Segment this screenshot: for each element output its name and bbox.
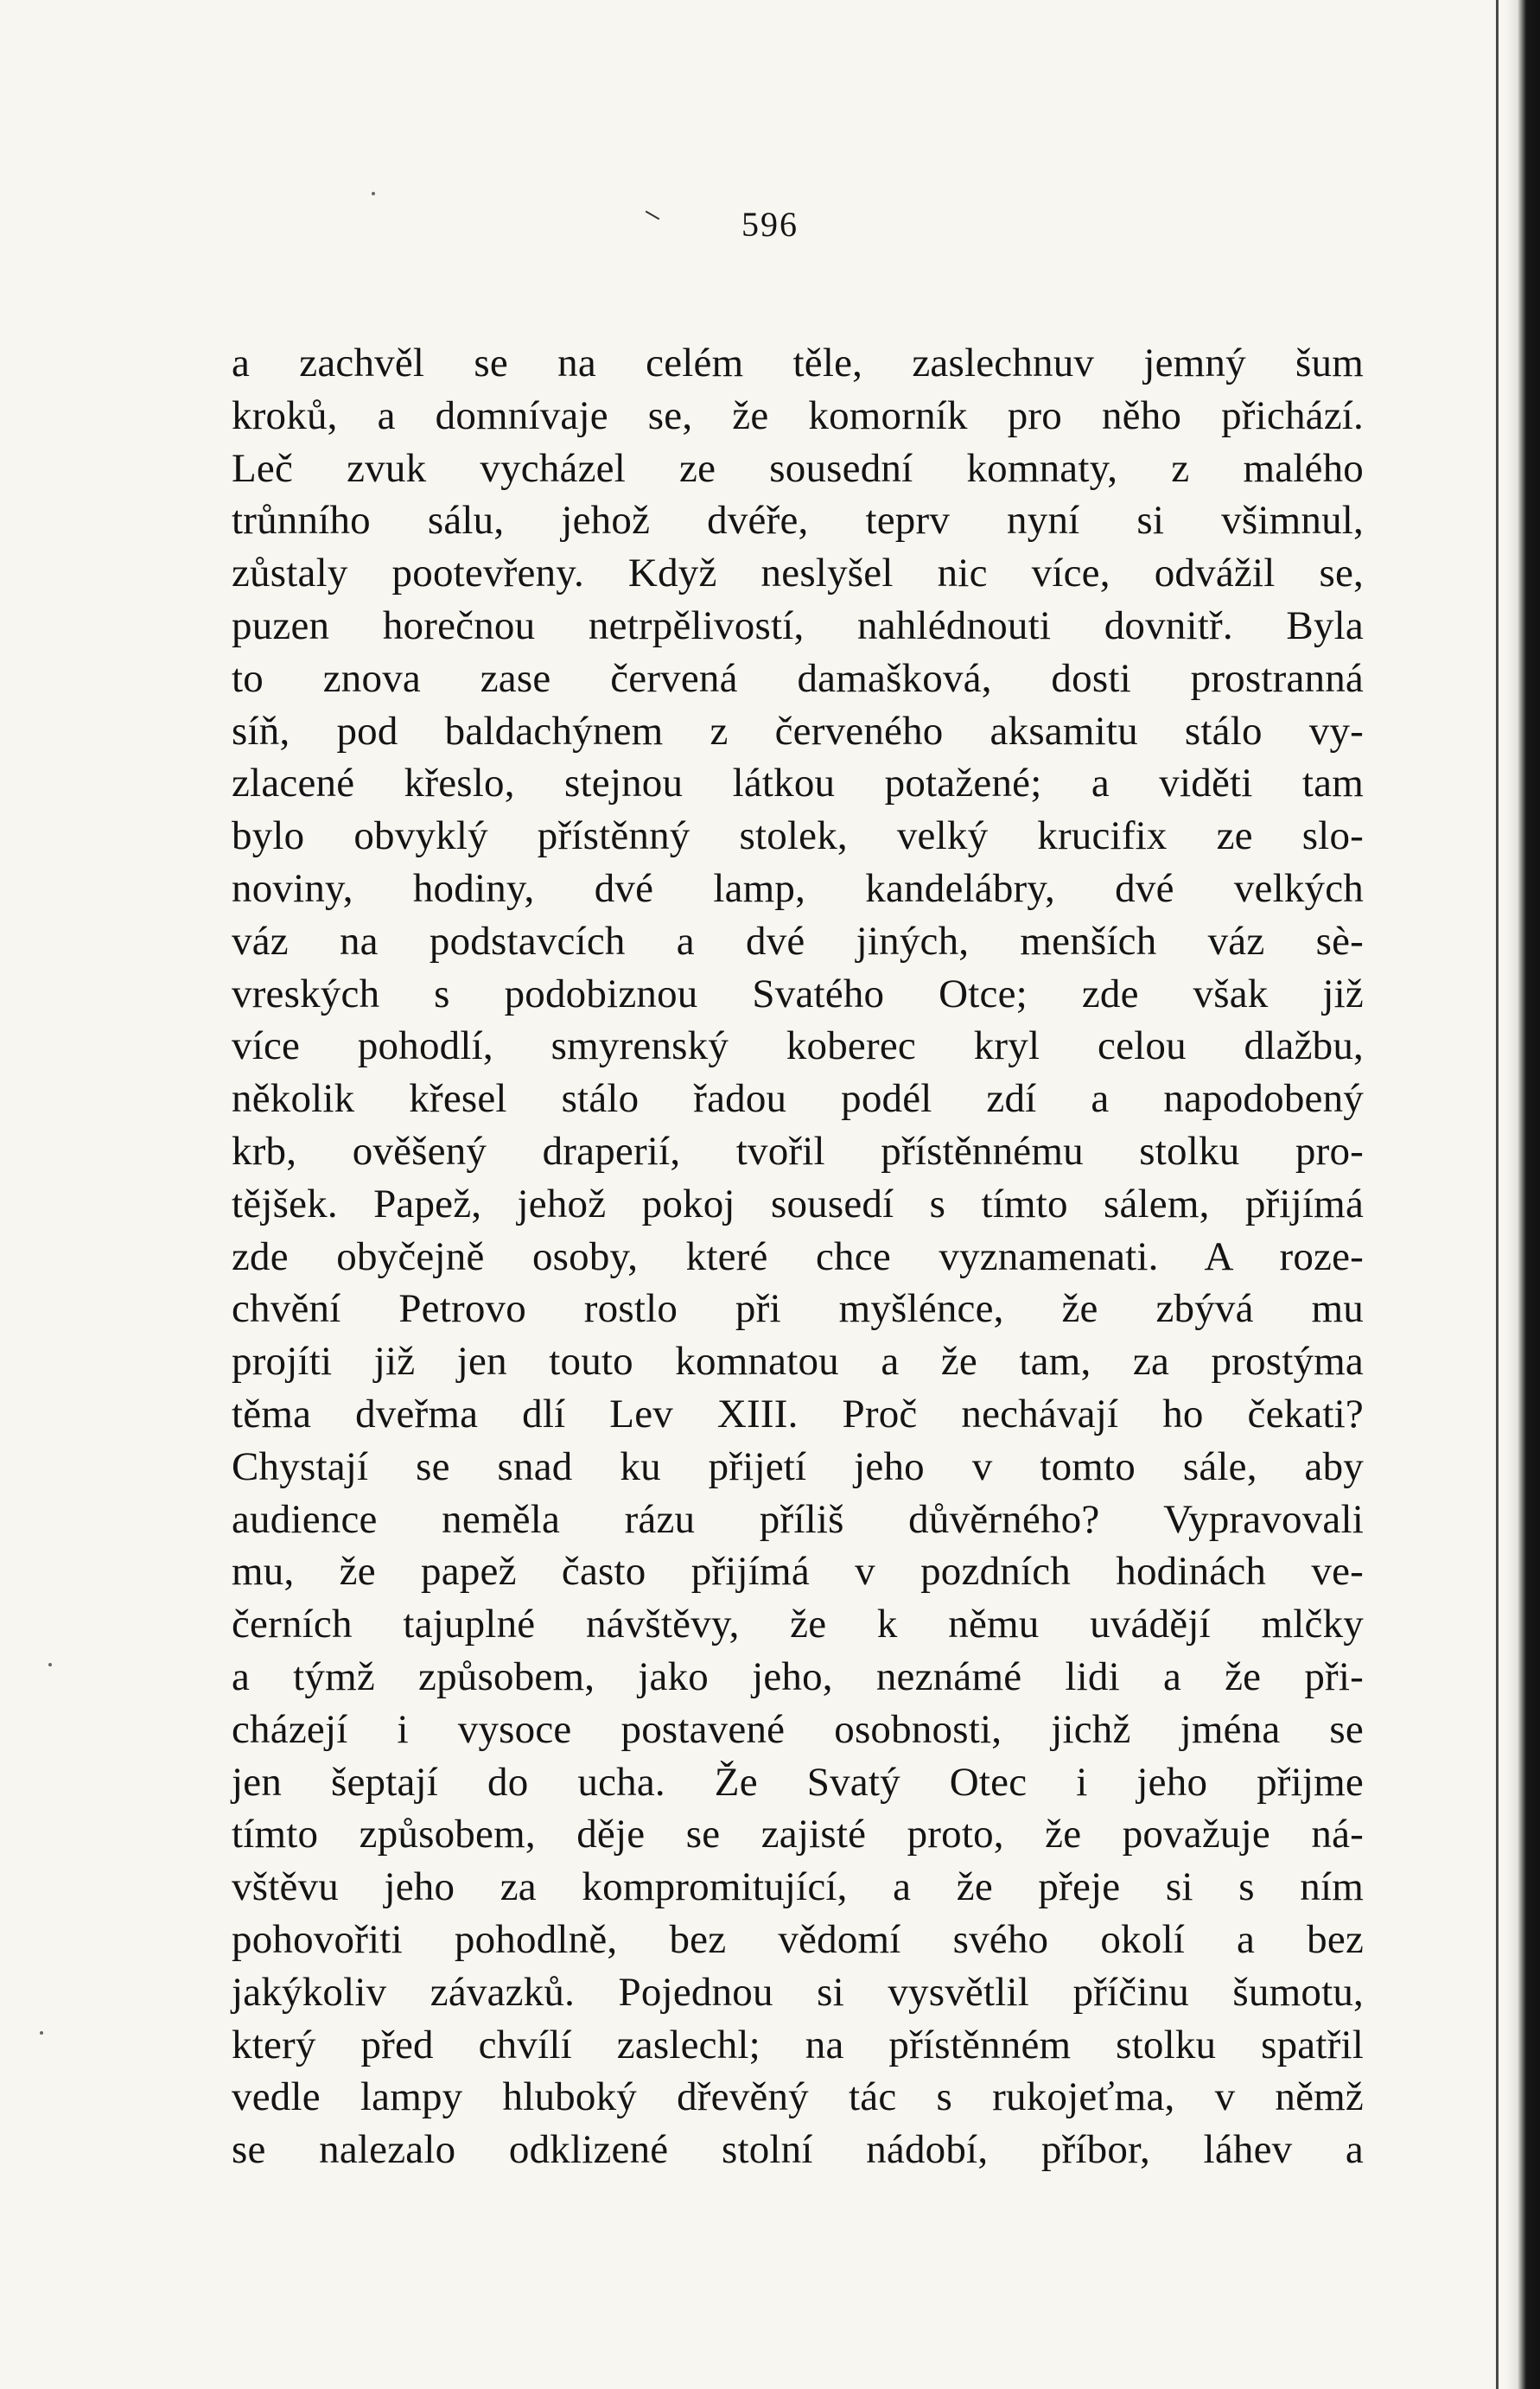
text-line: a týmž způsobem, jako jeho, neznámé lidi a že při- (232, 1653, 1364, 1699)
page-number: 596 (741, 205, 799, 244)
text-line: zůstaly pootevřeny. Když neslyšel nic více, odvážil se, (232, 551, 1364, 596)
text-line: to znova zase červená damašková, dosti prostranná (232, 655, 1364, 701)
text-line: mu, že papež často přijímá v pozdních hodinách ve- (232, 1549, 1364, 1595)
scan-artifact-dot (48, 1663, 52, 1666)
page-edge-shadow (1505, 0, 1540, 2389)
text-line: a zachvěl se na celém těle, zaslechnuv jemný šum (232, 341, 1364, 385)
text-line: váz na podstavcích a dvé jiných, menších váz sè- (232, 918, 1364, 964)
text-line: vštěvu jeho za kompromitující, a že přeje si s ním (232, 1864, 1364, 1910)
text-line: těma dveřma dlí Lev XIII. Proč nechávají ho čekati? (232, 1391, 1364, 1437)
text-line: chvění Petrovo rostlo při myšlénce, že zbývá mu (232, 1286, 1364, 1332)
text-line: vreských s podobiznou Svatého Otce; zde však již (232, 971, 1364, 1016)
text-line: audience neměla rázu příliš důvěrného? Vypravovali (232, 1496, 1364, 1542)
text-line: kroků, a domnívaje se, že komorník pro něho přichází. (232, 392, 1364, 438)
body-text (232, 337, 1364, 2176)
text-line: projíti již jen touto komnatou a že tam, za prostýma (232, 1339, 1364, 1385)
text-line: zlacené křeslo, stejnou látkou potažené; a viděti tam (232, 761, 1364, 806)
text-line: vedle lampy hluboký dřevěný tác s rukojeťma, v němž (232, 2074, 1364, 2120)
text-line: tímto způsobem, děje se zajisté proto, že považuje ná- (232, 1812, 1364, 1857)
text-line: zde obyčejně osoby, které chce vyznamenati. A roze- (232, 1233, 1364, 1279)
text-line: jen šeptají do ucha. Že Svatý Otec i jeho přijme (232, 1759, 1364, 1805)
text-line: noviny, hodiny, dvé lamp, kandelábry, dvé velkých (232, 865, 1364, 911)
text-line: cházejí i vysoce postavené osobnosti, jichž jména se (232, 1706, 1364, 1752)
text-line: bylo obvyklý přístěnný stolek, velký krucifix ze slo- (232, 813, 1364, 859)
text-line: více pohodlí, smyrenský koberec kryl celou dlažbu, (232, 1023, 1364, 1069)
scan-artifact-dot (372, 192, 375, 195)
text-line: černích tajuplné návštěvy, že k němu uvádějí mlčky (232, 1602, 1364, 1647)
scan-artifact-dot (40, 2031, 43, 2035)
text-line: krb, ověšený draperií, tvořil přístěnnému stolku pro- (232, 1128, 1364, 1174)
text-line: se nalezalo odklizené stolní nádobí, příbor, láhev a (232, 2127, 1364, 2173)
text-line: síň, pod baldachýnem z červeného aksamitu stálo vy- (232, 708, 1364, 754)
text-line: trůnního sálu, jehož dvéře, teprv nyní si všimnul, (232, 498, 1364, 544)
text-line: pohovořiti pohodlně, bez vědomí svého okolí a bez (232, 1916, 1364, 1962)
text-line: několik křesel stálo řadou podél zdí a napodobený (232, 1076, 1364, 1122)
text-line: který před chvílí zaslechl; na přístěnném stolku spatřil (232, 2022, 1364, 2067)
text-line: Leč zvuk vycházel ze sousední komnaty, z malého (232, 445, 1364, 491)
text-line: puzen horečnou netrpělivostí, nahlédnouti dovnitř. Byla (232, 602, 1364, 648)
text-line: jakýkoliv závazků. Pojednou si vysvětlil příčinu šumotu, (232, 1969, 1364, 2015)
text-line: tějšek. Papež, jehož pokoj sousedí s tímto sálem, přijímá (232, 1181, 1364, 1226)
text-line: Chystají se snad ku přijetí jeho v tomto sále, aby (232, 1443, 1364, 1489)
page-edge-line (1496, 0, 1499, 2389)
